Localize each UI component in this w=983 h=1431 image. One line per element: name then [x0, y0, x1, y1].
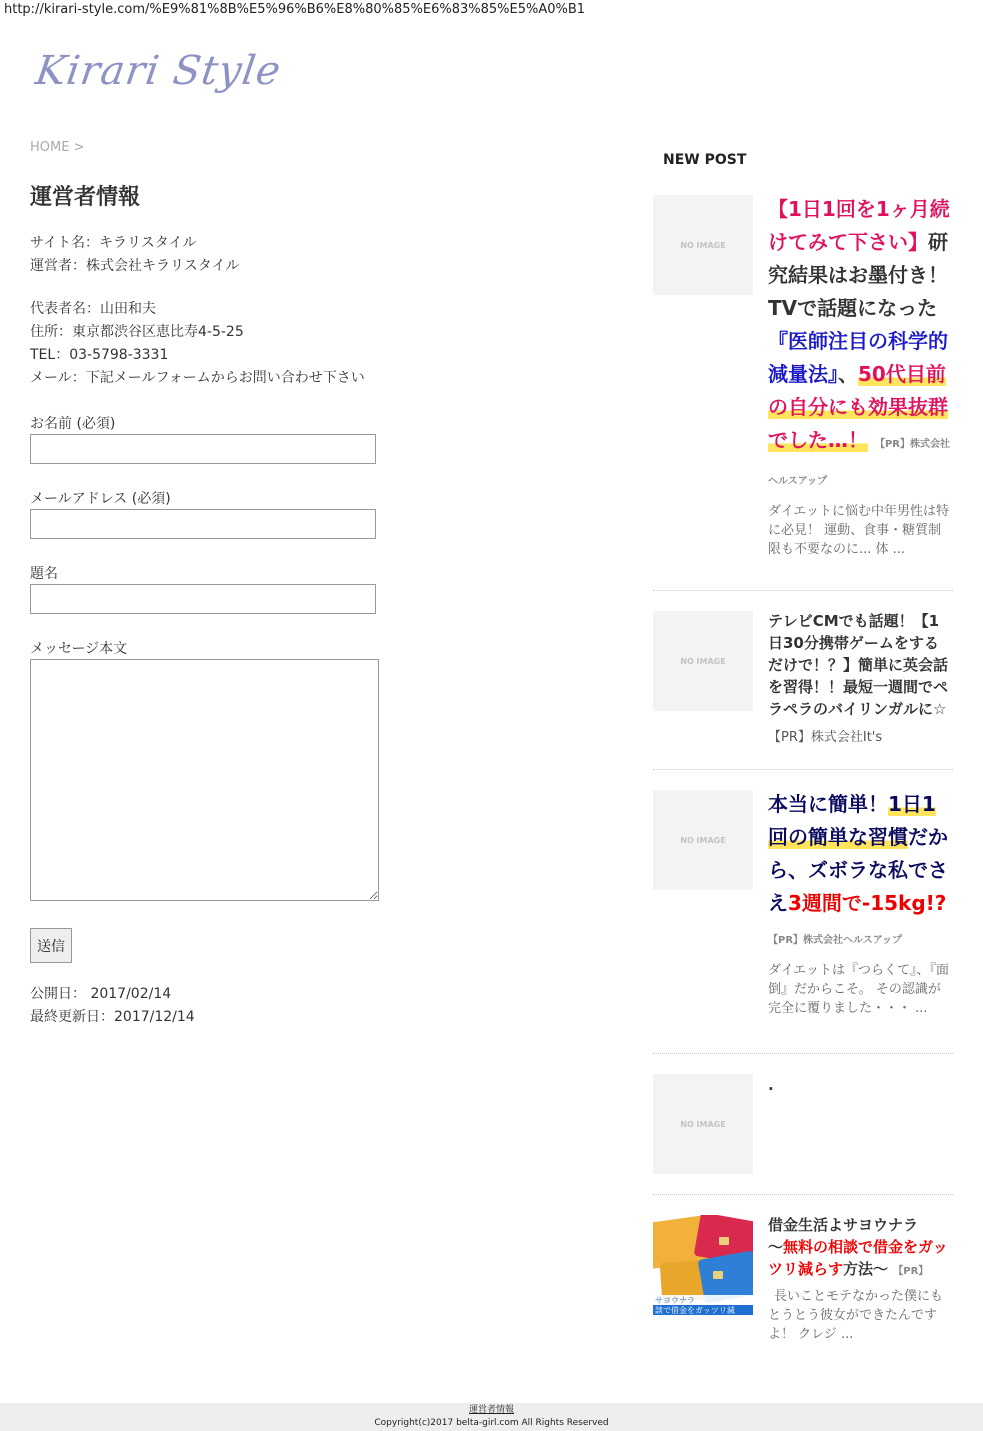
post-item[interactable] [768, 1214, 952, 1344]
post-headline-part: 方法〜 [843, 1260, 889, 1278]
post-headline-part: だから、ズボラな私でさえ [768, 825, 948, 915]
no-image-text: NO IMAGE [680, 240, 726, 250]
post-item[interactable] [768, 193, 952, 559]
image-caption-line: サヨウナラ [655, 1296, 695, 1305]
name-label: お名前 (必須) [30, 416, 116, 432]
contact-info-block [30, 298, 365, 390]
subject-field[interactable] [30, 584, 376, 614]
tel-text: TEL：03-5798-3331 [30, 347, 169, 363]
post-headline-part: 研究結果はお墨付き！TVで話題になった [768, 230, 948, 320]
submit-button[interactable]: 送信 [30, 928, 72, 963]
copyright-text: Copyright(c)2017 belta-girl.com All Rights Reserved [374, 1418, 609, 1428]
subject-label: 題名 [30, 566, 58, 582]
post-excerpt: ダイエットは『つらくて』、『面倒』だからこそ。 その認識が完全に覆りました・・・ ... [768, 963, 949, 1016]
post-divider [653, 590, 953, 591]
no-image-text: NO IMAGE [680, 656, 726, 666]
credit-cards-image [653, 1215, 753, 1315]
sidebar-title: NEW POST [663, 152, 747, 168]
post-divider [653, 769, 953, 770]
post-excerpt: ダイエットに悩む中年男性は特に必見！ 運動、食事・糖質制限も不要なのに... 体 ... [768, 504, 949, 557]
post-thumbnail[interactable] [653, 195, 753, 295]
updated-date: 最終更新日：2017/12/14 [30, 1009, 195, 1025]
post-thumbnail[interactable] [653, 790, 753, 890]
footer [0, 1403, 983, 1431]
post-item[interactable] [768, 1074, 952, 1096]
post-pr-label: 【PR】株式会社It's [768, 730, 883, 745]
page-title: 運営者情報 [30, 185, 141, 210]
post-pr-label: 【PR】 [893, 1266, 929, 1277]
operator-text: 運営者：株式会社キラリスタイル [30, 258, 240, 274]
address-text: 住所：東京都渋谷区恵比寿4-5-25 [30, 324, 244, 340]
post-title: . [768, 1076, 774, 1094]
representative-text: 代表者名：山田和夫 [30, 301, 156, 317]
name-field[interactable] [30, 434, 376, 464]
post-thumbnail[interactable] [653, 1074, 753, 1174]
post-headline-part: 〜 [768, 1238, 784, 1256]
published-date: 公開日： 2017/02/14 [30, 986, 172, 1002]
post-excerpt: 長いことモテなかった僕にもとうとう彼女ができたんですよ！ クレジ ... [768, 1289, 944, 1342]
dates-block [30, 983, 195, 1029]
post-headline-part: 無料の相談で借金をガッツリ減らす [768, 1238, 948, 1278]
post-pr-label: 【PR】株式会社ヘルスアップ [768, 935, 903, 946]
post-pr-label: 【PR】株式会社ヘルスアップ [768, 439, 950, 487]
site-info-block [30, 232, 239, 278]
no-image-text: NO IMAGE [680, 1119, 726, 1129]
post-divider [653, 1194, 953, 1195]
post-thumbnail[interactable] [653, 1215, 753, 1315]
post-title: テレビCMでも話題！【1日30分携帯ゲームをするだけで！？】簡単に英会話を習得！！最短一週間でペラペラのバイリンガルに☆ [768, 612, 949, 718]
post-divider [653, 1053, 953, 1054]
post-headline-part: 50代目前の自分にも効果抜群でした…！ [768, 362, 948, 452]
url-text: http://kirari-style.com/%E9%81%8B%E5%96%B6%E8%80%85%E6%83%85%E5%A0%B1 [4, 2, 586, 17]
mail-text: メール：下記メールフォームからお問い合わせ下さい [30, 370, 365, 386]
message-label: メッセージ本文 [30, 641, 128, 657]
post-headline-part: 『医師注目の科学的減量法』 [768, 329, 948, 386]
site-logo[interactable]: Kirari Style [32, 48, 285, 94]
email-label: メールアドレス (必須) [30, 491, 171, 507]
no-image-text: NO IMAGE [680, 835, 726, 845]
post-headline-part: 借金生活よサヨウナラ [768, 1216, 919, 1234]
post-item[interactable] [768, 788, 952, 1018]
message-field[interactable] [30, 659, 379, 901]
site-name-text: サイト名：キラリスタイル [30, 235, 197, 251]
post-item[interactable] [768, 610, 952, 745]
post-thumbnail[interactable] [653, 611, 753, 711]
post-headline-part: 、 [838, 362, 858, 386]
post-headline-part: 本当に簡単！ [768, 792, 888, 816]
footer-operator-link[interactable]: 運営者情報 [468, 1405, 514, 1415]
image-caption-line: 談で借金をガッツリ減 [655, 1306, 735, 1315]
breadcrumb[interactable]: HOME > [30, 140, 85, 155]
email-field[interactable] [30, 509, 376, 539]
post-headline-part: 3週間で-15kg!? [788, 891, 947, 915]
post-headline-part: 【1日1回を1ヶ月続けてみて下さい】 [768, 197, 950, 254]
post-headline-part: 1日1回の簡単な習慣 [768, 792, 936, 849]
